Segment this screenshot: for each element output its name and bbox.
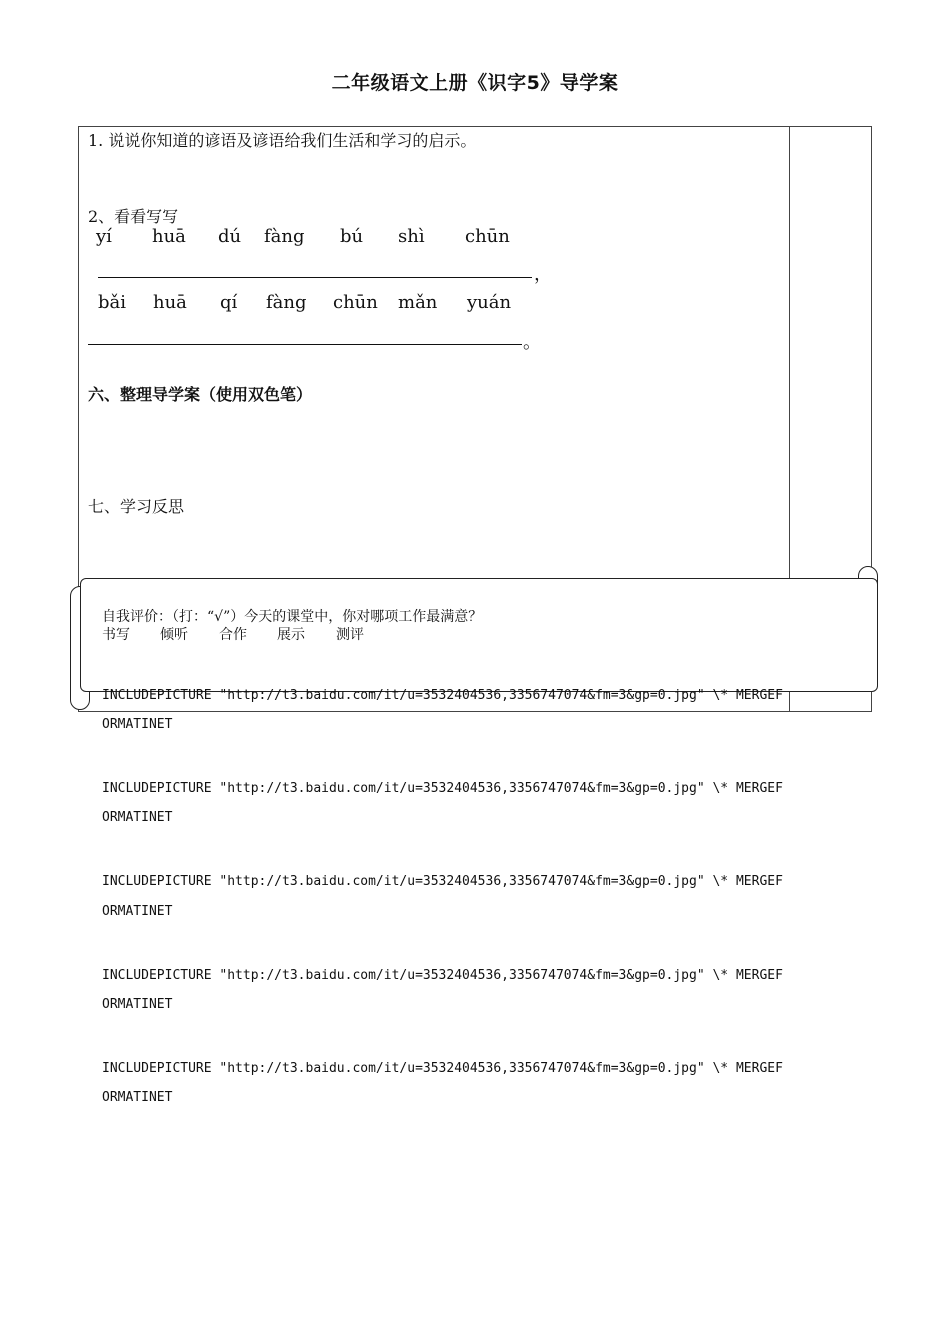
pinyin-syllable: yuán: [467, 292, 512, 313]
question-2-heading: 2、看看写写: [88, 207, 179, 226]
pinyin-syllable: bǎi: [98, 292, 127, 313]
field-code-line: ORMATINET: [102, 717, 173, 732]
eval-option: 倾听: [160, 627, 188, 643]
field-code-line: INCLUDEPICTURE "http://t3.baidu.com/it/u=3532404536,3356747074&fm=3&gp=0.jpg" \* MERGEF: [102, 968, 783, 983]
field-code-line: INCLUDEPICTURE "http://t3.baidu.com/it/u=3532404536,3356747074&fm=3&gp=0.jpg" \* MERGEF: [102, 874, 783, 889]
section-7-heading: 七、学习反思: [88, 497, 185, 516]
pinyin-syllable: chūn: [465, 226, 510, 247]
writing-line: [88, 344, 522, 345]
comma: ，: [534, 264, 552, 285]
pinyin-syllable: mǎn: [398, 292, 438, 313]
pinyin-syllable: shì: [398, 226, 425, 247]
pinyin-syllable: huā: [152, 226, 186, 247]
writing-line: [98, 277, 532, 278]
field-code-line: ORMATINET: [102, 904, 173, 919]
pinyin-syllable: bú: [340, 226, 364, 247]
pinyin-syllable: dú: [218, 226, 242, 247]
eval-option: 展示: [277, 627, 305, 643]
pinyin-syllable: huā: [153, 292, 187, 313]
eval-option: 书写: [102, 627, 130, 643]
page-title: 二年级语文上册《识字5》导学案: [331, 72, 619, 94]
question-1: 1. 说说你知道的谚语及谚语给我们生活和学习的启示。: [88, 131, 477, 150]
pinyin-syllable: chūn: [333, 292, 378, 313]
field-code-line: INCLUDEPICTURE "http://t3.baidu.com/it/u=3532404536,3356747074&fm=3&gp=0.jpg" \* MERGEF: [102, 781, 783, 796]
pinyin-syllable: fàng: [264, 226, 305, 247]
field-code-line: INCLUDEPICTURE "http://t3.baidu.com/it/u=3532404536,3356747074&fm=3&gp=0.jpg" \* MERGEF: [102, 688, 783, 703]
self-evaluation-scroll: [80, 578, 878, 692]
self-evaluation-prompt: 自我评价：（打：“√”）今天的课堂中，你对哪项工作最满意？: [102, 609, 483, 625]
field-code-line: ORMATINET: [102, 810, 173, 825]
pinyin-syllable: qí: [220, 292, 238, 313]
field-code-line: ORMATINET: [102, 997, 173, 1012]
period: 。: [523, 332, 541, 353]
eval-option: 测评: [336, 627, 364, 643]
section-6-heading: 六、整理导学案（使用双色笔）: [88, 385, 313, 404]
pinyin-syllable: yí: [96, 226, 112, 247]
field-code-line: INCLUDEPICTURE "http://t3.baidu.com/it/u=3532404536,3356747074&fm=3&gp=0.jpg" \* MERGEF: [102, 1061, 783, 1076]
pinyin-syllable: fàng: [266, 292, 307, 313]
eval-option: 合作: [219, 627, 247, 643]
field-code-line: ORMATINET: [102, 1090, 173, 1105]
